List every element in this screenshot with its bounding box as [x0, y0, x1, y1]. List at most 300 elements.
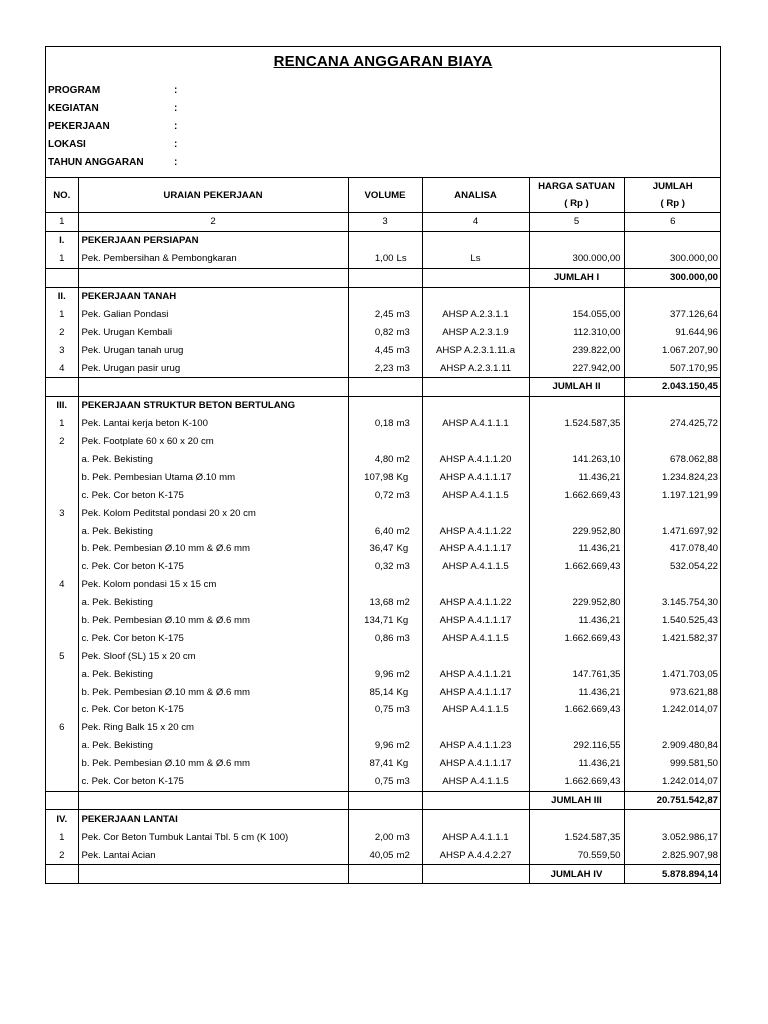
item-description: b. Pek. Pembesian Ø.10 mm & Ø.6 mm — [78, 540, 348, 558]
table-row — [46, 468, 721, 486]
info-label: PROGRAM — [48, 84, 101, 96]
empty-cell — [529, 810, 624, 828]
item-unit-price: 141.263,10 — [529, 451, 624, 469]
item-number: 3 — [46, 504, 78, 522]
volume-value: 2,23 — [374, 362, 394, 374]
item-volume — [348, 468, 422, 486]
table-row — [46, 250, 721, 268]
item-volume — [348, 522, 422, 540]
info-label: PEKERJAAN — [48, 120, 110, 132]
column-number: 2 — [78, 213, 348, 232]
item-volume — [348, 773, 422, 791]
item-amount: 3.052.986,17 — [624, 828, 721, 846]
item-number — [46, 522, 78, 540]
item-unit-price: 1.524.587,35 — [529, 415, 624, 433]
empty-cell — [422, 865, 529, 883]
item-description: c. Pek. Cor beton K-175 — [78, 558, 348, 576]
table-row — [46, 773, 721, 791]
item-amount: 532.054,22 — [624, 558, 721, 576]
volume-unit: m2 — [396, 668, 410, 680]
empty-cell — [78, 865, 348, 883]
subtotal-value: 300.000,00 — [624, 268, 721, 287]
item-amount: 1.234.824,23 — [624, 468, 721, 486]
empty-cell — [78, 378, 348, 397]
empty-cell — [422, 378, 529, 397]
volume-unit: Ls — [396, 253, 407, 265]
subtotal-row — [46, 865, 721, 883]
column-number: 4 — [422, 213, 529, 232]
subtotal-label: JUMLAH III — [529, 791, 624, 810]
subtotal-value: 20.751.542,87 — [624, 791, 721, 810]
item-number — [46, 755, 78, 773]
info-row-kegiatan — [48, 99, 720, 117]
item-amount: 999.581,50 — [624, 755, 721, 773]
item-unit-price: 292.116,55 — [529, 737, 624, 755]
item-description: a. Pek. Bekisting — [78, 451, 348, 469]
item-analysis-code: AHSP A.2.3.1.11.a — [422, 341, 529, 359]
item-amount: 1.197.121,99 — [624, 486, 721, 504]
item-unit-price: 300.000,00 — [529, 250, 624, 268]
section-number: II. — [46, 287, 78, 305]
volume-unit: m3 — [396, 561, 410, 573]
volume-unit: m2 — [396, 597, 410, 609]
info-label: LOKASI — [48, 138, 86, 150]
title-bar — [46, 47, 720, 77]
volume-value: 0,75 — [374, 776, 394, 788]
empty-cell — [78, 268, 348, 287]
empty-cell — [46, 268, 78, 287]
item-unit-price — [529, 576, 624, 594]
item-amount — [624, 576, 721, 594]
item-analysis-code: AHSP A.4.1.1.17 — [422, 540, 529, 558]
section-title: PEKERJAAN LANTAI — [78, 810, 348, 828]
item-amount: 274.425,72 — [624, 415, 721, 433]
volume-value: 13,68 — [369, 597, 394, 609]
item-description: c. Pek. Cor beton K-175 — [78, 701, 348, 719]
section-number: III. — [46, 396, 78, 414]
empty-cell — [529, 231, 624, 249]
subtotal-label: JUMLAH I — [529, 268, 624, 287]
empty-cell — [78, 791, 348, 810]
item-amount: 1.471.697,92 — [624, 522, 721, 540]
item-description: Pek. Sloof (SL) 15 x 20 cm — [78, 647, 348, 665]
volume-unit: m2 — [396, 525, 410, 537]
info-label: TAHUN ANGGARAN — [48, 156, 144, 168]
volume-unit: m2 — [396, 454, 410, 466]
volume-value: 2,00 — [374, 831, 394, 843]
subtotal-row — [46, 791, 721, 810]
item-volume — [348, 683, 422, 701]
table-row — [46, 846, 721, 864]
item-volume — [348, 415, 422, 433]
item-description: Pek. Galian Pondasi — [78, 305, 348, 323]
volume-unit: m3 — [396, 831, 410, 843]
item-description: Pek. Lantai kerja beton K-100 — [78, 415, 348, 433]
item-description: Pek. Urugan Kembali — [78, 323, 348, 341]
item-volume — [348, 433, 422, 451]
volume-value: 0,86 — [374, 632, 394, 644]
empty-cell — [422, 396, 529, 414]
section-row — [46, 231, 721, 249]
item-amount: 1.421.582,37 — [624, 629, 721, 647]
volume-value: 1,00 — [374, 253, 394, 265]
item-number — [46, 451, 78, 469]
volume-unit: m3 — [396, 489, 410, 501]
item-volume — [348, 846, 422, 864]
info-colon: : — [174, 84, 178, 96]
item-unit-price: 229.952,80 — [529, 594, 624, 612]
item-analysis-code: AHSP A.2.3.1.1 — [422, 305, 529, 323]
empty-cell — [348, 791, 422, 810]
table-row — [46, 341, 721, 359]
item-analysis-code: AHSP A.4.4.2.27 — [422, 846, 529, 864]
header-uraian: URAIAN PEKERJAAN — [78, 178, 348, 213]
volume-value: 9,96 — [374, 740, 394, 752]
item-volume — [348, 305, 422, 323]
item-volume — [348, 359, 422, 377]
item-analysis-code: AHSP A.4.1.1.22 — [422, 594, 529, 612]
item-volume — [348, 594, 422, 612]
item-volume — [348, 665, 422, 683]
section-title: PEKERJAAN STRUKTUR BETON BERTULANG — [78, 396, 348, 414]
info-colon: : — [174, 120, 178, 132]
item-analysis-code: AHSP A.4.1.1.21 — [422, 665, 529, 683]
table-body — [46, 231, 721, 883]
table-row — [46, 433, 721, 451]
empty-cell — [348, 231, 422, 249]
table-row — [46, 647, 721, 665]
item-number — [46, 773, 78, 791]
item-unit-price: 227.942,00 — [529, 359, 624, 377]
item-unit-price: 11.436,21 — [529, 683, 624, 701]
header-no: NO. — [46, 178, 78, 213]
item-analysis-code: AHSP A.4.1.1.5 — [422, 701, 529, 719]
item-amount: 1.540.525,43 — [624, 612, 721, 630]
item-analysis-code: AHSP A.4.1.1.5 — [422, 773, 529, 791]
item-number: 2 — [46, 846, 78, 864]
table-row — [46, 612, 721, 630]
volume-value: 0,72 — [374, 489, 394, 501]
item-amount: 377.126,64 — [624, 305, 721, 323]
item-volume — [348, 451, 422, 469]
item-analysis-code: AHSP A.4.1.1.17 — [422, 468, 529, 486]
item-unit-price: 147.761,35 — [529, 665, 624, 683]
empty-cell — [624, 231, 721, 249]
header-jumlah-label: JUMLAH — [652, 181, 693, 192]
item-unit-price: 11.436,21 — [529, 468, 624, 486]
table-row — [46, 415, 721, 433]
item-analysis-code: AHSP A.4.1.1.17 — [422, 755, 529, 773]
item-number — [46, 629, 78, 647]
volume-value: 6,40 — [374, 525, 394, 537]
item-analysis-code: AHSP A.4.1.1.17 — [422, 612, 529, 630]
item-description: Pek. Kolom Peditstal pondasi 20 x 20 cm — [78, 504, 348, 522]
header-harga-label: HARGA SATUAN — [538, 181, 615, 192]
empty-cell — [422, 791, 529, 810]
item-number — [46, 540, 78, 558]
item-number — [46, 683, 78, 701]
info-row-pekerjaan — [48, 117, 720, 135]
item-analysis-code: AHSP A.4.1.1.17 — [422, 683, 529, 701]
empty-cell — [46, 378, 78, 397]
item-description: a. Pek. Bekisting — [78, 737, 348, 755]
item-number: 6 — [46, 719, 78, 737]
volume-value: 40,05 — [369, 849, 394, 861]
item-analysis-code: AHSP A.4.1.1.20 — [422, 451, 529, 469]
subtotal-value: 2.043.150,45 — [624, 378, 721, 397]
section-number: IV. — [46, 810, 78, 828]
section-row — [46, 287, 721, 305]
header-jumlah — [624, 178, 721, 213]
item-description: Pek. Urugan pasir urug — [78, 359, 348, 377]
table-row — [46, 594, 721, 612]
item-amount: 300.000,00 — [624, 250, 721, 268]
item-volume — [348, 540, 422, 558]
header-analisa: ANALISA — [422, 178, 529, 213]
item-unit-price — [529, 719, 624, 737]
item-unit-price: 239.822,00 — [529, 341, 624, 359]
volume-value: 87,41 — [369, 758, 394, 770]
item-unit-price: 11.436,21 — [529, 755, 624, 773]
item-unit-price: 1.662.669,43 — [529, 629, 624, 647]
header-harga-unit: ( Rp ) — [564, 198, 589, 209]
item-volume — [348, 341, 422, 359]
item-amount — [624, 719, 721, 737]
item-amount: 1.242.014,07 — [624, 701, 721, 719]
item-amount: 678.062,88 — [624, 451, 721, 469]
empty-cell — [624, 810, 721, 828]
table-row — [46, 683, 721, 701]
item-unit-price: 112.310,00 — [529, 323, 624, 341]
item-analysis-code — [422, 647, 529, 665]
item-analysis-code: AHSP A.4.1.1.1 — [422, 415, 529, 433]
item-unit-price — [529, 647, 624, 665]
item-number: 4 — [46, 359, 78, 377]
header-harga-satuan — [529, 178, 624, 213]
item-number — [46, 486, 78, 504]
item-description: b. Pek. Pembesian Ø.10 mm & Ø.6 mm — [78, 755, 348, 773]
volume-unit: Kg — [396, 615, 409, 627]
item-number — [46, 701, 78, 719]
table-row — [46, 665, 721, 683]
item-description: Pek. Footplate 60 x 60 x 20 cm — [78, 433, 348, 451]
item-description: c. Pek. Cor beton K-175 — [78, 486, 348, 504]
item-amount: 1.242.014,07 — [624, 773, 721, 791]
volume-unit: m3 — [396, 362, 410, 374]
item-description: c. Pek. Cor beton K-175 — [78, 629, 348, 647]
volume-value: 9,96 — [374, 668, 394, 680]
volume-unit: m3 — [396, 704, 410, 716]
subtotal-row — [46, 378, 721, 397]
item-unit-price: 11.436,21 — [529, 540, 624, 558]
item-unit-price: 70.559,50 — [529, 846, 624, 864]
table-row — [46, 486, 721, 504]
item-volume — [348, 719, 422, 737]
item-volume — [348, 558, 422, 576]
section-row — [46, 396, 721, 414]
item-analysis-code — [422, 576, 529, 594]
item-volume — [348, 629, 422, 647]
volume-value: 0,18 — [374, 418, 394, 430]
item-analysis-code: AHSP A.4.1.1.1 — [422, 828, 529, 846]
volume-unit: m3 — [396, 632, 410, 644]
item-volume — [348, 612, 422, 630]
budget-table — [46, 177, 721, 883]
table-header-row — [46, 178, 721, 213]
item-number: 3 — [46, 341, 78, 359]
table-row — [46, 719, 721, 737]
empty-cell — [348, 810, 422, 828]
table-row — [46, 755, 721, 773]
table-row — [46, 828, 721, 846]
empty-cell — [348, 378, 422, 397]
volume-unit: m3 — [396, 326, 410, 338]
item-number — [46, 594, 78, 612]
item-unit-price: 11.436,21 — [529, 612, 624, 630]
volume-unit: m2 — [396, 740, 410, 752]
table-row — [46, 323, 721, 341]
table-row — [46, 359, 721, 377]
item-number — [46, 558, 78, 576]
table-row — [46, 451, 721, 469]
item-volume — [348, 701, 422, 719]
empty-cell — [624, 287, 721, 305]
item-number — [46, 468, 78, 486]
item-number: 5 — [46, 647, 78, 665]
info-colon: : — [174, 138, 178, 150]
item-amount: 2.909.480,84 — [624, 737, 721, 755]
column-number-row — [46, 213, 721, 232]
info-colon: : — [174, 156, 178, 168]
table-row — [46, 504, 721, 522]
table-row — [46, 558, 721, 576]
item-amount: 1.471.703,05 — [624, 665, 721, 683]
item-description: b. Pek. Pembesian Ø.10 mm & Ø.6 mm — [78, 612, 348, 630]
item-unit-price: 1.524.587,35 — [529, 828, 624, 846]
column-number: 5 — [529, 213, 624, 232]
item-analysis-code — [422, 504, 529, 522]
item-amount — [624, 647, 721, 665]
budget-sheet — [45, 46, 721, 884]
info-colon: : — [174, 102, 178, 114]
item-description: b. Pek. Pembesian Ø.10 mm & Ø.6 mm — [78, 683, 348, 701]
item-amount: 973.621,88 — [624, 683, 721, 701]
item-number — [46, 737, 78, 755]
item-description: a. Pek. Bekisting — [78, 665, 348, 683]
item-unit-price — [529, 504, 624, 522]
volume-value: 36,47 — [369, 543, 394, 555]
section-number: I. — [46, 231, 78, 249]
column-number: 3 — [348, 213, 422, 232]
item-analysis-code — [422, 719, 529, 737]
item-description: a. Pek. Bekisting — [78, 522, 348, 540]
empty-cell — [422, 231, 529, 249]
subtotal-label: JUMLAH II — [529, 378, 624, 397]
item-description: Pek. Kolom pondasi 15 x 15 cm — [78, 576, 348, 594]
column-number: 6 — [624, 213, 721, 232]
item-number: 1 — [46, 828, 78, 846]
table-row — [46, 305, 721, 323]
volume-unit: m3 — [396, 308, 410, 320]
table-row — [46, 737, 721, 755]
volume-unit: Kg — [396, 543, 409, 555]
table-row — [46, 701, 721, 719]
subtotal-row — [46, 268, 721, 287]
item-number: 1 — [46, 250, 78, 268]
item-unit-price: 1.662.669,43 — [529, 486, 624, 504]
item-analysis-code: AHSP A.4.1.1.5 — [422, 629, 529, 647]
section-row — [46, 810, 721, 828]
item-analysis-code: AHSP A.4.1.1.5 — [422, 486, 529, 504]
item-analysis-code: AHSP A.2.3.1.9 — [422, 323, 529, 341]
section-title: PEKERJAAN TANAH — [78, 287, 348, 305]
volume-unit: Kg — [396, 758, 409, 770]
item-unit-price: 154.055,00 — [529, 305, 624, 323]
empty-cell — [422, 287, 529, 305]
item-description: Pek. Pembersihan & Pembongkaran — [78, 250, 348, 268]
info-row-lokasi — [48, 135, 720, 153]
item-number: 2 — [46, 433, 78, 451]
item-analysis-code: AHSP A.4.1.1.22 — [422, 522, 529, 540]
item-number: 2 — [46, 323, 78, 341]
item-description: Pek. Urugan tanah urug — [78, 341, 348, 359]
item-description: c. Pek. Cor beton K-175 — [78, 773, 348, 791]
item-unit-price: 1.662.669,43 — [529, 701, 624, 719]
volume-value: 4,80 — [374, 454, 394, 466]
item-unit-price: 229.952,80 — [529, 522, 624, 540]
volume-value: 107,98 — [364, 471, 394, 483]
volume-unit: m3 — [396, 418, 410, 430]
item-amount: 417.078,40 — [624, 540, 721, 558]
empty-cell — [348, 268, 422, 287]
item-number: 1 — [46, 305, 78, 323]
empty-cell — [46, 865, 78, 883]
volume-value: 0,32 — [374, 561, 394, 573]
item-volume — [348, 737, 422, 755]
column-number: 1 — [46, 213, 78, 232]
item-amount: 91.644,96 — [624, 323, 721, 341]
item-volume — [348, 647, 422, 665]
info-row-program — [48, 81, 720, 99]
item-analysis-code: Ls — [422, 250, 529, 268]
volume-unit: Kg — [396, 686, 409, 698]
info-row-tahun-anggaran — [48, 153, 720, 171]
document-title: RENCANA ANGGARAN BIAYA — [273, 53, 493, 70]
item-description: Pek. Cor Beton Tumbuk Lantai Tbl. 5 cm (K 100) — [78, 828, 348, 846]
info-block — [46, 77, 720, 177]
item-description: Pek. Ring Balk 15 x 20 cm — [78, 719, 348, 737]
volume-value: 85,14 — [369, 686, 394, 698]
subtotal-label: JUMLAH IV — [529, 865, 624, 883]
item-description: a. Pek. Bekisting — [78, 594, 348, 612]
item-number — [46, 665, 78, 683]
item-unit-price — [529, 433, 624, 451]
header-volume: VOLUME — [348, 178, 422, 213]
item-analysis-code — [422, 433, 529, 451]
empty-cell — [422, 268, 529, 287]
section-title: PEKERJAAN PERSIAPAN — [78, 231, 348, 249]
volume-value: 0,75 — [374, 704, 394, 716]
item-amount: 2.825.907,98 — [624, 846, 721, 864]
empty-cell — [422, 810, 529, 828]
empty-cell — [624, 396, 721, 414]
header-jumlah-unit: ( Rp ) — [660, 198, 685, 209]
empty-cell — [529, 396, 624, 414]
item-analysis-code: AHSP A.4.1.1.23 — [422, 737, 529, 755]
subtotal-value: 5.878.894,14 — [624, 865, 721, 883]
item-volume — [348, 755, 422, 773]
item-number: 1 — [46, 415, 78, 433]
